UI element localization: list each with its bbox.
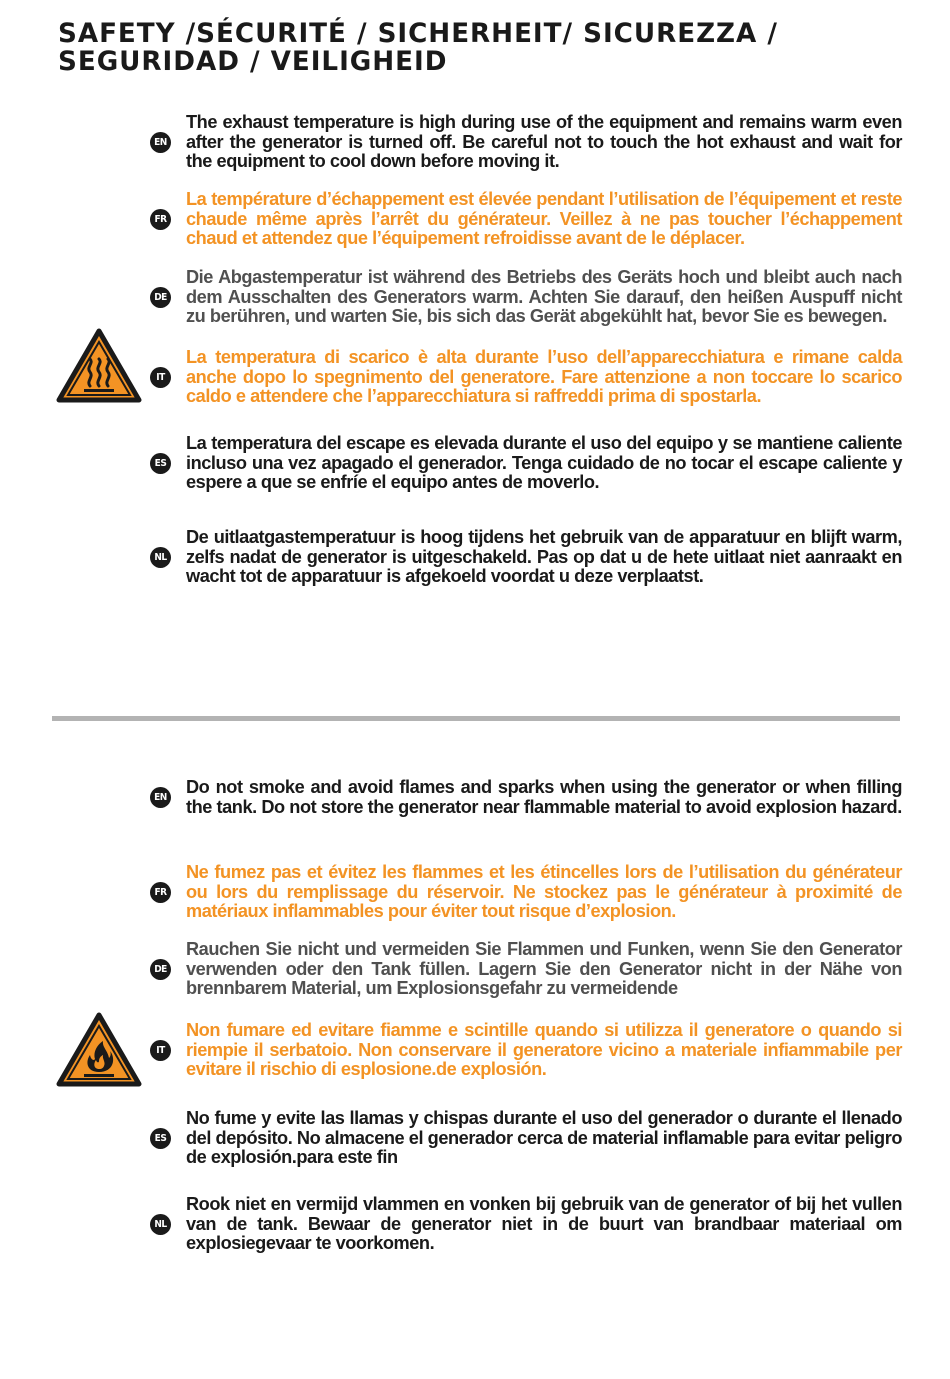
flammable-warning-icon — [56, 1012, 142, 1093]
language-badge-en: EN — [150, 787, 171, 808]
fire-block-en — [150, 778, 902, 817]
language-badge-nl: NL — [150, 547, 171, 568]
warning-block-en — [150, 113, 902, 172]
fire-text-nl: Rook niet en vermijd vlammen en vonken bij gebruik van de generator of bij het vullen van de tank. Bewaar de generator niet in de buurt van brandbaar materiaal om explosiegevaar te voorkomen. — [186, 1194, 902, 1254]
warning-text-en: The exhaust temperature is high during use of the equipment and remains warm even after the generator is turned off. Be careful not to touch the hot exhaust and wait for the equipment to cool down before moving it. — [186, 112, 902, 172]
fire-block-it — [150, 1021, 902, 1080]
warning-text-es: La temperatura del escape es elevada durante el uso del equipo y se mantiene caliente incluso una vez apagado el generador. Tenga cuidado de no tocar el escape caliente y espere a que se enfríe el equipo antes de moverlo. — [186, 433, 902, 493]
fire-text-it: Non fumare ed evitare fiamme e scintille quando si utilizza il generatore o quando si riempie il serbatoio. Non conservare il generatore vicino a materiale infiammabile per evitare il rischio di esplosione.de explosión. — [186, 1020, 902, 1080]
page-title-line-2: SEGURIDAD / VEILIGHEID — [58, 46, 448, 77]
language-badge-es: ES — [150, 453, 171, 474]
fire-text-fr: Ne fumez pas et évitez les flammes et les étincelles lors de l’utilisation du générateur ou lors du remplissage du réservoir. Ne stockez pas le générateur à proximité de matériaux inflammables pour éviter tout risque d’explosion. — [186, 862, 902, 922]
warning-text-nl: De uitlaatgastemperatuur is hoog tijdens het gebruik van de apparatuur en blijft warm, zelfs nadat de generator is uitgeschakeld. Pas op dat u de hete uitlaat niet aanraakt en wacht tot de apparatuur is afgekoeld voordat u deze verplaatst. — [186, 527, 902, 587]
language-badge-es: ES — [150, 1128, 171, 1149]
warning-text-fr: La température d’échappement est élevée pendant l’utilisation de l’équipement et reste chaude même après l’arrêt du générateur. Veillez à ne pas toucher l’échappement chaud et attendez que l’équipement refroidisse avant de le déplacer. — [186, 189, 902, 249]
warning-block-it — [150, 348, 902, 407]
fire-block-de — [150, 940, 902, 999]
fire-block-es — [150, 1109, 902, 1168]
language-badge-de: DE — [150, 959, 171, 980]
language-badge-en: EN — [150, 132, 171, 153]
page-title — [58, 20, 892, 76]
warning-block-de — [150, 268, 902, 327]
page-title-line-1: SAFETY /SÉCURITÉ / SICHERHEIT/ SICUREZZA / — [58, 18, 778, 49]
fire-block-nl — [150, 1195, 902, 1254]
warning-text-it: La temperatura di scarico è alta durante l’uso dell’apparecchiatura e rimane calda anche dopo lo spegnimento del generatore. Fare attenzione a non toccare lo scarico caldo e attendere che l’apparecchiatura si raffreddi prima di spostarla. — [186, 347, 902, 407]
language-badge-it: IT — [150, 1040, 171, 1061]
warning-block-es — [150, 434, 902, 493]
fire-block-fr — [150, 863, 902, 922]
language-badge-fr: FR — [150, 209, 171, 230]
fire-text-de: Rauchen Sie nicht und vermeiden Sie Flammen und Funken, wenn Sie den Generator verwenden oder den Tank füllen. Lagern Sie den Generator nicht in der Nähe von brennbarem Material, um Explosionsgefahr zu vermeidende — [186, 939, 902, 999]
fire-text-en: Do not smoke and avoid flames and sparks when using the generator or when filling the tank. Do not store the generator near flammable material to avoid explosion hazard. — [186, 777, 902, 817]
warning-block-nl — [150, 528, 902, 587]
fire-text-es: No fume y evite las llamas y chispas durante el uso del generador o durante el llenado del depósito. No almacene el generador cerca de material inflamable para evitar peligro de explosión.para este fin — [186, 1108, 902, 1168]
warning-text-de: Die Abgastemperatur ist während des Betriebs des Geräts hoch und bleibt auch nach dem Ausschalten des Generators warm. Achten Sie darauf, den heißen Auspuff nicht zu berühren, und warten Sie, bis sich das Gerät abgekühlt hat, bevor Sie es bewegen. — [186, 267, 902, 327]
hot-surface-warning-icon — [56, 328, 142, 409]
language-badge-it: IT — [150, 367, 171, 388]
section-divider — [52, 716, 900, 721]
language-badge-nl: NL — [150, 1214, 171, 1235]
warning-block-fr — [150, 190, 902, 249]
language-badge-fr: FR — [150, 882, 171, 903]
language-badge-de: DE — [150, 287, 171, 308]
